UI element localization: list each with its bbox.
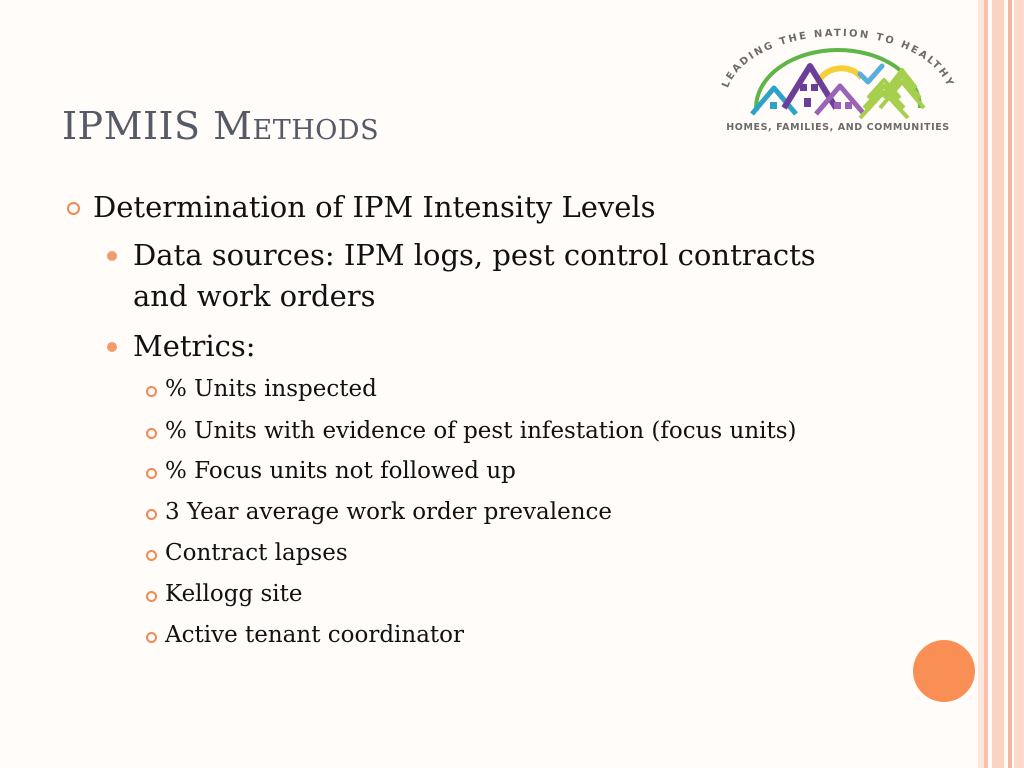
metric-item: % Units inspected [165, 376, 377, 402]
logo-tagline: HOMES, FAMILIES, AND COMMUNITIES [726, 122, 950, 133]
bullet-ring-icon [146, 632, 157, 643]
bullet-ring-icon [146, 468, 157, 479]
bullet-ring-icon [146, 550, 157, 561]
logo-arc-text: LEADING THE NATION TO HEALTHY [720, 27, 956, 90]
svg-text:LEADING THE NATION TO HEALTHY [720, 28, 955, 90]
decorative-circle [913, 640, 975, 702]
check-icon [860, 66, 882, 82]
bullet-dot-icon [107, 342, 117, 352]
healthy-homes-logo [712, 26, 964, 138]
sun-icon [818, 68, 862, 84]
bullet-data-sources-line1: Data sources: IPM logs, pest control contracts [133, 238, 816, 272]
right-border-stripes [978, 0, 1024, 768]
slide-title: IPMIIS Methods [62, 104, 380, 148]
bullet-determination: Determination of IPM Intensity Levels [93, 190, 656, 224]
metric-item: Kellogg site [165, 581, 303, 607]
bullet-metrics: Metrics: [133, 329, 256, 363]
bullet-ring-icon [67, 202, 80, 215]
bullet-ring-icon [146, 428, 157, 439]
metric-item: 3 Year average work order prevalence [165, 499, 612, 525]
metric-item: Active tenant coordinator [165, 622, 465, 648]
bullet-dot-icon [107, 251, 117, 261]
metric-item: Contract lapses [165, 540, 348, 566]
metric-item: % Focus units not followed up [165, 458, 516, 484]
bullet-data-sources-line2: and work orders [133, 279, 376, 313]
metric-item: % Units with evidence of pest infestation (focus units) [165, 418, 797, 444]
bullet-ring-icon [146, 509, 157, 520]
bullet-ring-icon [146, 591, 157, 602]
bullet-ring-icon [146, 386, 157, 397]
